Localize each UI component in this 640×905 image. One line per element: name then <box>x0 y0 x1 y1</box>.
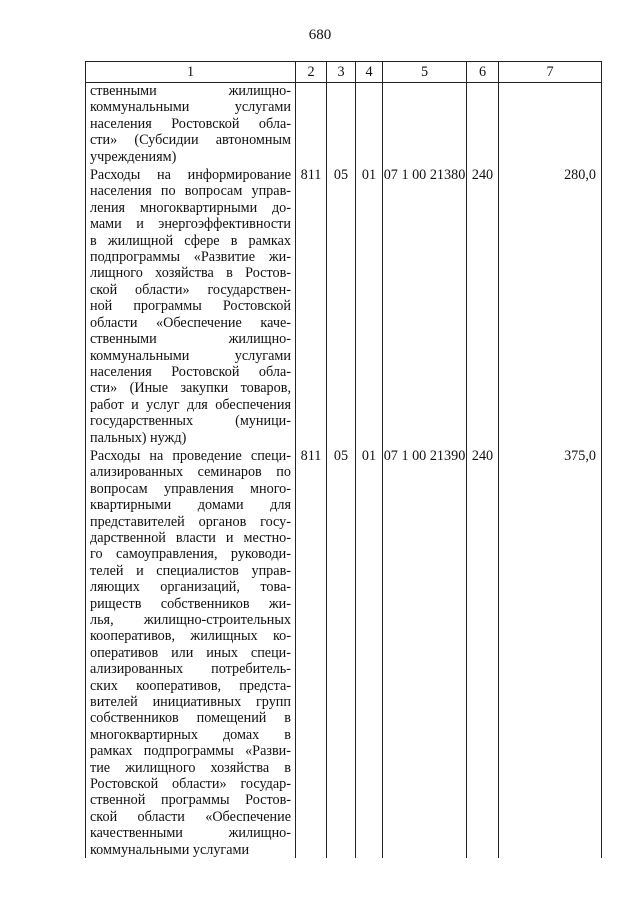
description-line: подпрограммы «Развитие жи- <box>90 249 291 266</box>
description-line: квартирными домами для <box>90 497 291 514</box>
description-line: Расходы на информирование <box>90 167 291 184</box>
target-article-cell <box>383 83 467 166</box>
description-line: Ростовской области» государ- <box>90 776 291 793</box>
row-description <box>86 446 296 858</box>
description-line: представителей органов госу- <box>90 513 291 530</box>
table-body <box>86 83 602 859</box>
description-line: лищного хозяйства в Ростов- <box>90 265 291 282</box>
description-line: вителей инициативных групп <box>90 694 291 711</box>
description-line: сти» (Субсидии автономным <box>90 132 291 149</box>
description-line: ственной программы Ростов- <box>90 792 291 809</box>
admin-code-cell: 811 <box>296 446 327 858</box>
subsection-code-cell <box>356 83 383 166</box>
table-row <box>86 446 602 858</box>
description-line: ализированных семинаров по <box>90 464 291 481</box>
description-line: риществ собственников жи- <box>90 595 291 612</box>
column-header: 4 <box>356 62 383 83</box>
subsection-code-cell: 01 <box>356 446 383 858</box>
amount-cell <box>499 83 602 166</box>
description-line: го самоуправления, руководи- <box>90 546 291 563</box>
description-line: качественными жилищно- <box>90 825 291 842</box>
description-line: ляющих организаций, това- <box>90 579 291 596</box>
description-line: государственных (муници- <box>90 413 291 430</box>
amount-cell: 375,0 <box>499 446 602 858</box>
description-line: кооперативов, жилищных ко- <box>90 628 291 645</box>
column-header: 3 <box>327 62 356 83</box>
description-line: рамках подпрограммы «Разви- <box>90 743 291 760</box>
description-line: дарственной власти и местно- <box>90 529 291 546</box>
target-article-cell: 07 1 00 21390 <box>383 446 467 858</box>
description-line: ления многоквартирными до- <box>90 199 291 216</box>
description-line: ной программы Ростовской <box>90 298 291 315</box>
section-code-cell <box>327 83 356 166</box>
description-line: населения Ростовской обла- <box>90 363 291 380</box>
page-number: 680 <box>308 27 332 43</box>
column-header: 6 <box>467 62 499 83</box>
description-line: Расходы на проведение специ- <box>90 447 291 464</box>
column-header: 7 <box>499 62 602 83</box>
description-line: ских кооперативов, предста- <box>90 677 291 694</box>
description-line: ализированных потребитель- <box>90 661 291 678</box>
description-line: ственными жилищно- <box>90 83 291 99</box>
description-line: телей и специалистов управ- <box>90 562 291 579</box>
description-line: сти» (Иные закупки товаров, <box>90 380 291 397</box>
description-line: ской области «Обеспечение <box>90 808 291 825</box>
row-description <box>86 83 296 166</box>
section-code-cell: 05 <box>327 165 356 446</box>
row-description <box>86 165 296 446</box>
description-line: ственными жилищно- <box>90 331 291 348</box>
expense-type-cell: 240 <box>467 446 499 858</box>
description-line: пальных) нужд) <box>90 429 187 446</box>
description-line: области «Обеспечение каче- <box>90 314 291 331</box>
description-line: населения Ростовской обла- <box>90 115 291 132</box>
table-row <box>86 165 602 446</box>
description-line: мами и энергоэффективности <box>90 216 291 233</box>
target-article-cell: 07 1 00 21380 <box>383 165 467 446</box>
description-line: в жилищной сфере в рамках <box>90 232 291 249</box>
admin-code-cell: 811 <box>296 165 327 446</box>
budget-table <box>85 61 602 858</box>
description-line: коммунальными услугами <box>90 99 291 116</box>
description-line: учреждениям) <box>90 148 177 165</box>
table-row <box>86 83 602 166</box>
description-line: ской области» государствен- <box>90 281 291 298</box>
expense-type-cell <box>467 83 499 166</box>
column-header: 1 <box>86 62 296 83</box>
table-header-row <box>86 62 602 83</box>
description-line: оперативов или иных специ- <box>90 644 291 661</box>
expense-type-cell: 240 <box>467 165 499 446</box>
description-line: многоквартирных домах в <box>90 726 291 743</box>
description-line: населения по вопросам управ- <box>90 183 291 200</box>
description-line: коммунальными услугами <box>90 347 291 364</box>
description-line: собственников помещений в <box>90 710 291 727</box>
column-header: 5 <box>383 62 467 83</box>
column-header: 2 <box>296 62 327 83</box>
description-line: работ и услуг для обеспечения <box>90 396 291 413</box>
description-line: лья, жилищно-строительных <box>90 612 291 628</box>
subsection-code-cell: 01 <box>356 165 383 446</box>
section-code-cell: 05 <box>327 446 356 858</box>
description-line: тие жилищного хозяйства в <box>90 759 291 776</box>
amount-cell: 280,0 <box>499 165 602 446</box>
description-line: коммунальными услугами <box>90 841 250 858</box>
admin-code-cell <box>296 83 327 166</box>
description-line: вопросам управления много- <box>90 480 291 497</box>
